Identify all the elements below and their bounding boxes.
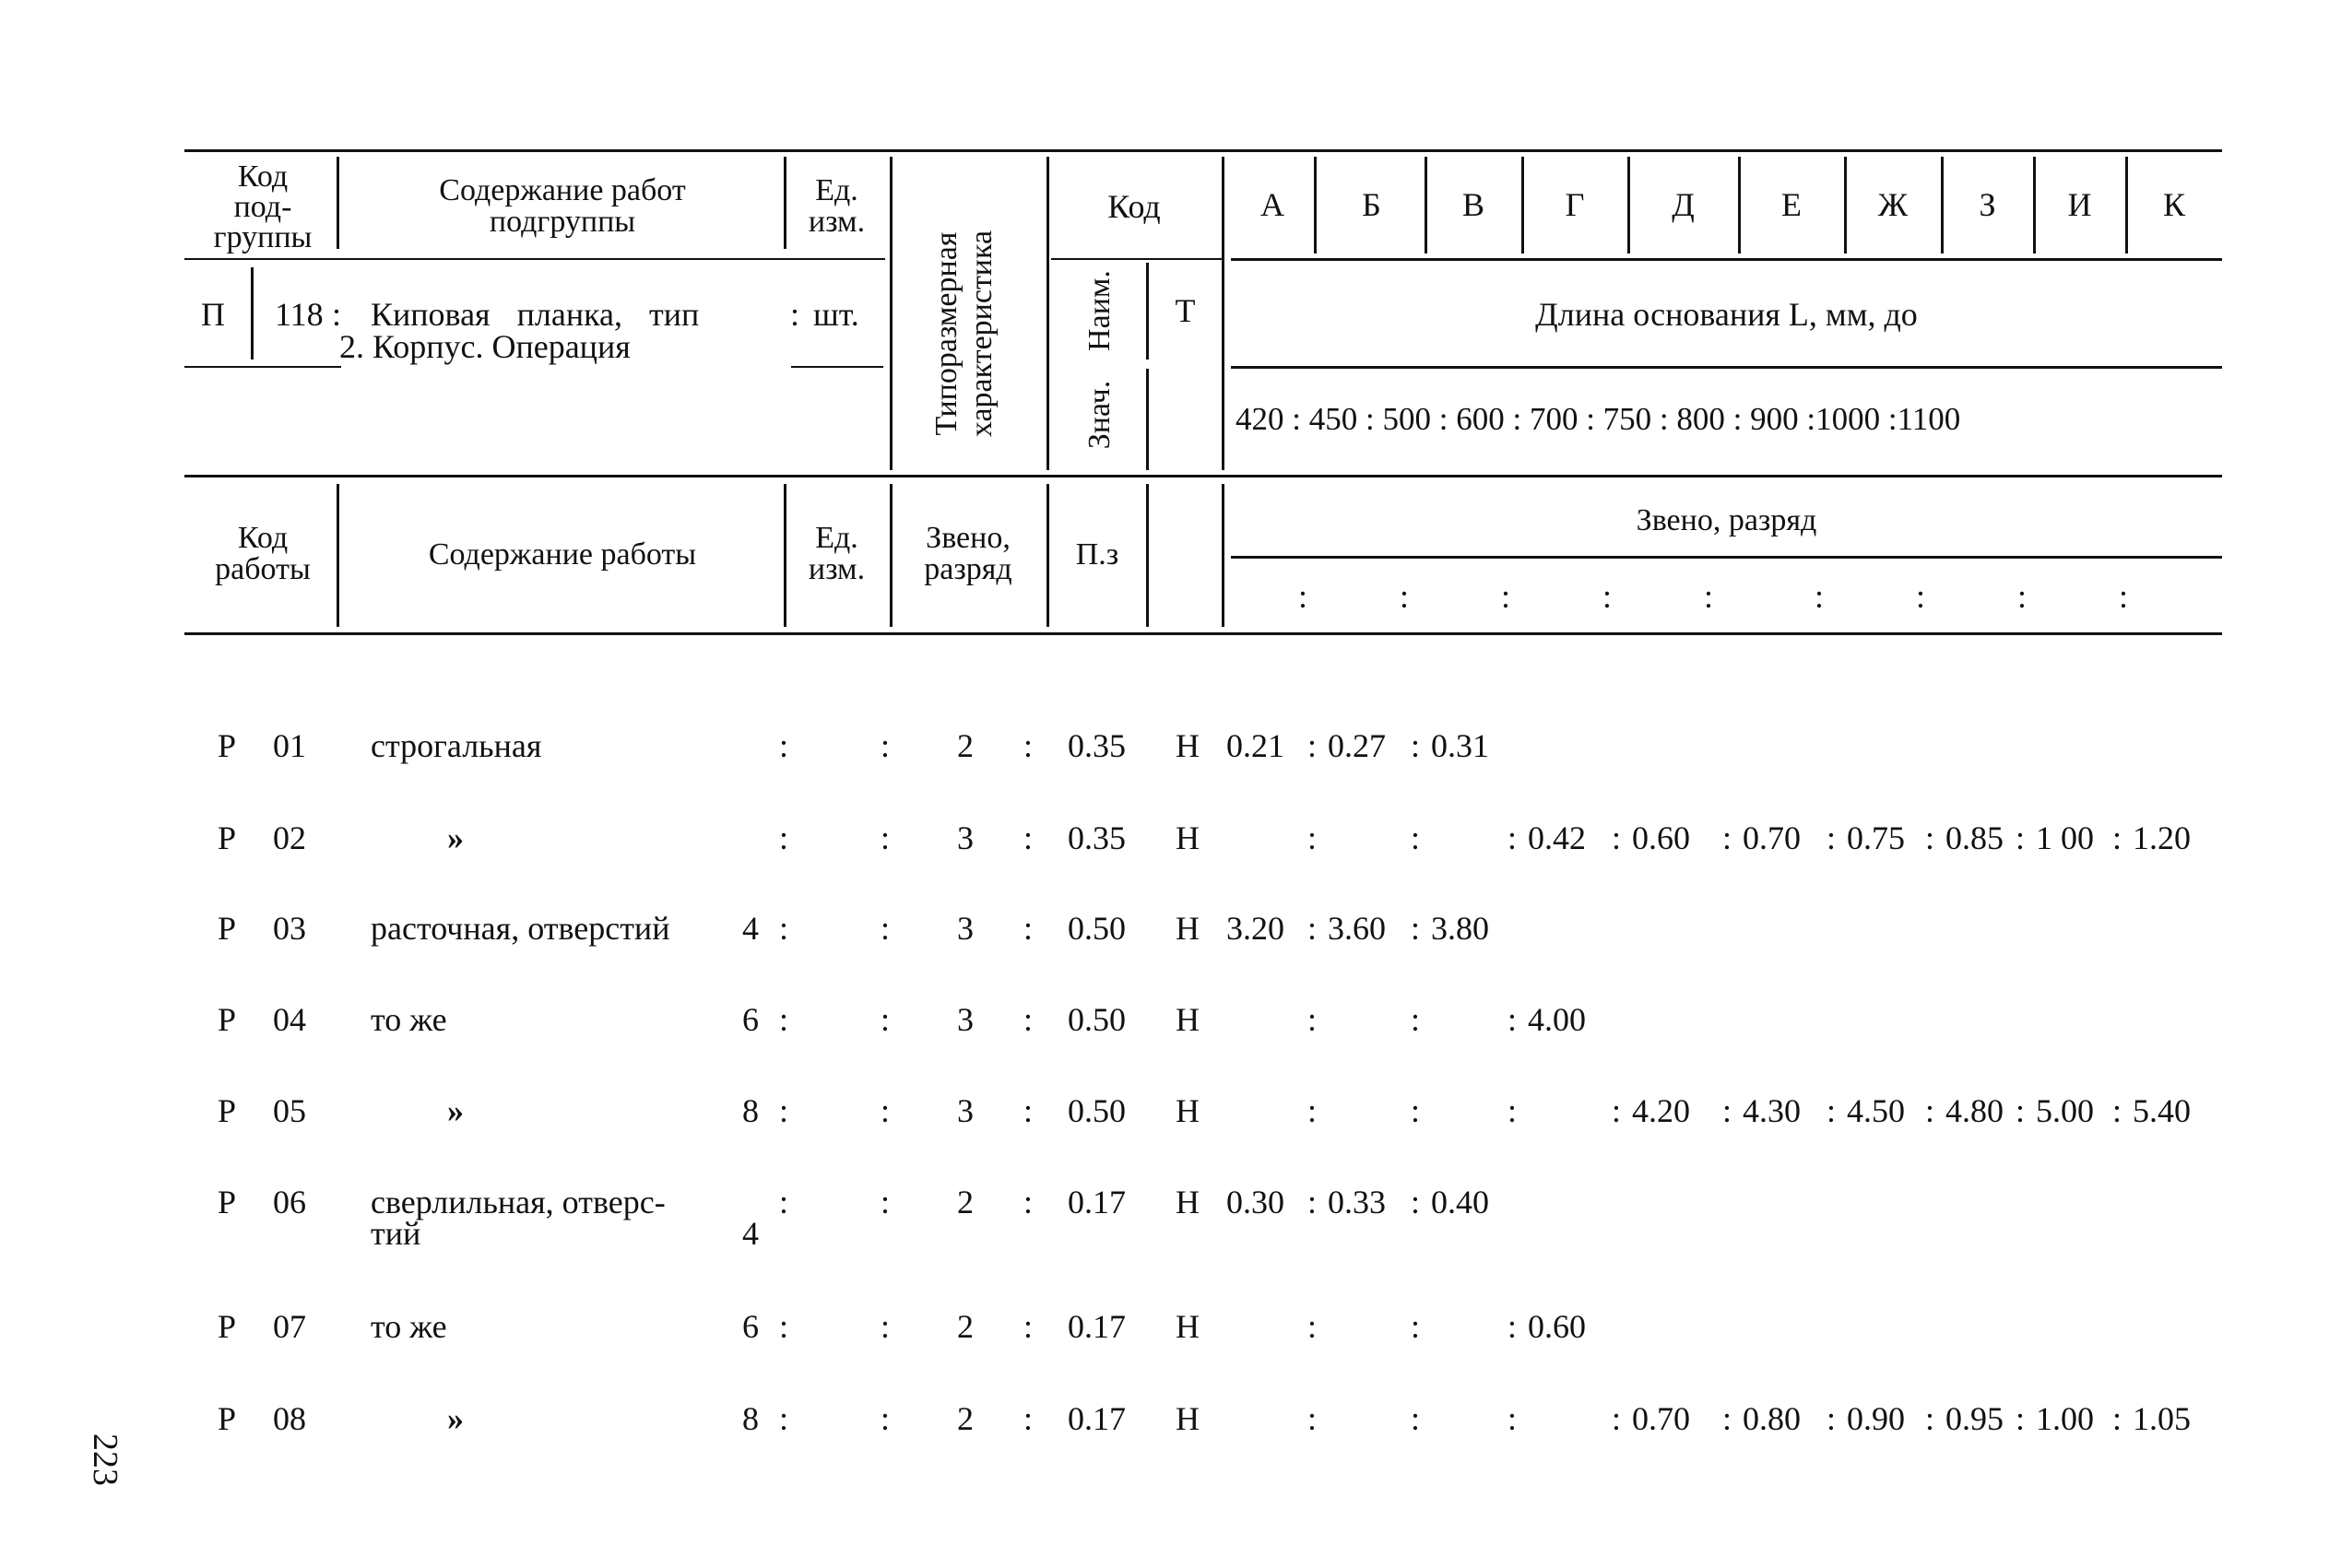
row-name: » bbox=[447, 819, 464, 856]
row-separator: : bbox=[2112, 1400, 2122, 1437]
row-separator: : bbox=[1307, 1184, 1318, 1220]
vline-2 bbox=[784, 157, 786, 249]
col-letter-e: Е bbox=[1781, 186, 1802, 223]
row-name: то же bbox=[371, 1001, 447, 1038]
row-separator: : bbox=[881, 1308, 891, 1345]
row-value: 4.50 bbox=[1847, 1092, 1905, 1129]
header-top-rule bbox=[184, 149, 2222, 152]
col-letter-a: А bbox=[1260, 186, 1284, 223]
row-pz: 0.35 bbox=[1068, 819, 1126, 856]
row-separator: : bbox=[881, 727, 891, 764]
row-t: Н bbox=[1176, 819, 1200, 856]
zveno-razryad-right-header: Звено, разряд bbox=[1636, 503, 1817, 537]
row-t: Н bbox=[1176, 910, 1200, 947]
row-zveno: 3 bbox=[957, 910, 974, 947]
row-separator: : bbox=[1023, 819, 1034, 856]
subgroup-unit: шт. bbox=[813, 296, 859, 333]
row-separator: : bbox=[1411, 1184, 1421, 1220]
row-t: Н bbox=[1176, 727, 1200, 764]
row-separator: : bbox=[1722, 1092, 1732, 1129]
row-separator: : bbox=[1612, 1092, 1622, 1129]
row-separator: : bbox=[1612, 1400, 1622, 1437]
header-bottom-rule bbox=[184, 632, 2222, 635]
soderzhanie-raboty-header: Содержание работы bbox=[428, 537, 697, 572]
subgroup-p: П bbox=[201, 296, 225, 333]
row-value: 1.00 bbox=[2036, 1400, 2094, 1437]
row-code: 02 bbox=[273, 819, 306, 856]
vline-5b bbox=[1146, 369, 1149, 470]
param-value: 800 bbox=[1676, 401, 1725, 437]
row-prefix: Р bbox=[218, 1400, 237, 1437]
row-prefix: Р bbox=[218, 1092, 237, 1129]
vline-l4 bbox=[1046, 484, 1049, 627]
row-code: 04 bbox=[273, 1001, 306, 1038]
row-value: 0.27 bbox=[1328, 727, 1386, 764]
row-value: 0.85 bbox=[1945, 819, 2004, 856]
col-letter-d: Д bbox=[1672, 186, 1695, 223]
col-letter-k: К bbox=[2162, 186, 2185, 223]
header-section-rule bbox=[184, 475, 2222, 477]
row-pz: 0.35 bbox=[1068, 727, 1126, 764]
row-separator: : bbox=[881, 910, 891, 947]
row-separator: : bbox=[1307, 1400, 1318, 1437]
row-value: 3.80 bbox=[1431, 910, 1489, 947]
row-code: 07 bbox=[273, 1308, 306, 1345]
row-name: расточная, отверстий bbox=[371, 910, 670, 947]
row-separator: : bbox=[779, 1001, 789, 1038]
row-value: 4.20 bbox=[1632, 1092, 1690, 1129]
row-code: 03 bbox=[273, 910, 306, 947]
page-number: 223 bbox=[86, 1433, 124, 1486]
row-code: 08 bbox=[273, 1400, 306, 1437]
param-value: 1100 bbox=[1897, 401, 1961, 437]
row-prefix: Р bbox=[218, 727, 237, 764]
row-value: 5.40 bbox=[2133, 1092, 2191, 1129]
row-pz: 0.17 bbox=[1068, 1400, 1126, 1437]
vline-l3 bbox=[890, 484, 893, 627]
row-separator: : bbox=[1925, 1400, 1935, 1437]
row-separator: : bbox=[1925, 1092, 1935, 1129]
row-separator: : bbox=[1507, 1092, 1518, 1129]
row-pz: 0.50 bbox=[1068, 1001, 1126, 1038]
row-separator: : bbox=[779, 819, 789, 856]
row-separator: : bbox=[2016, 819, 2026, 856]
row-separator: : bbox=[1307, 1308, 1318, 1345]
subgroup-code: 118 bbox=[275, 296, 324, 333]
subgroup-colon: : bbox=[332, 296, 342, 333]
row-separator: : bbox=[1307, 1092, 1318, 1129]
row-separator: : bbox=[1307, 1001, 1318, 1038]
vline-l6 bbox=[1222, 484, 1224, 627]
row-zveno: 2 bbox=[957, 1308, 974, 1345]
vline-3 bbox=[890, 157, 893, 470]
row-num: 8 bbox=[742, 1400, 759, 1437]
t-header: Т bbox=[1175, 292, 1196, 329]
row-value: 1.20 bbox=[2133, 819, 2191, 856]
row-name-cont: тий bbox=[371, 1215, 421, 1252]
param-value: 600 bbox=[1456, 401, 1505, 437]
header-rule-right-2 bbox=[1231, 366, 2222, 369]
row-separator: : bbox=[1722, 1400, 1732, 1437]
row-separator: : bbox=[1827, 819, 1837, 856]
header-mid-rule-left bbox=[184, 258, 885, 260]
row-t: Н bbox=[1176, 1001, 1200, 1038]
col-sep-a bbox=[1314, 157, 1317, 253]
row-separator: : bbox=[1411, 727, 1421, 764]
row-value: 0.90 bbox=[1847, 1400, 1905, 1437]
row-num: 4 bbox=[742, 910, 759, 947]
row-separator: : bbox=[1507, 1308, 1518, 1345]
zveno-razryad-header: Звено, разряд bbox=[924, 521, 1012, 586]
row-separator: : bbox=[2112, 1092, 2122, 1129]
row-value: 0.70 bbox=[1632, 1400, 1690, 1437]
row-zveno: 3 bbox=[957, 1001, 974, 1038]
row-separator: : bbox=[1307, 910, 1318, 947]
row-separator: : bbox=[2016, 1400, 2026, 1437]
row-t: Н bbox=[1176, 1400, 1200, 1437]
row-separator: : bbox=[1722, 819, 1732, 856]
row-zveno: 2 bbox=[957, 727, 974, 764]
row-value: 0.80 bbox=[1743, 1400, 1801, 1437]
vline-l2 bbox=[784, 484, 786, 627]
row-value: 1 00 bbox=[2036, 819, 2094, 856]
row-separator: : bbox=[1411, 910, 1421, 947]
row-pz: 0.50 bbox=[1068, 910, 1126, 947]
row-name: » bbox=[447, 1092, 464, 1129]
row-prefix: Р bbox=[218, 819, 237, 856]
header-rule-right-1 bbox=[1231, 258, 2222, 261]
row-value: 0.21 bbox=[1226, 727, 1284, 764]
row-separator: : bbox=[1507, 1001, 1518, 1038]
vline-4 bbox=[1046, 157, 1049, 470]
vline-l1 bbox=[337, 484, 339, 627]
row-pz: 0.50 bbox=[1068, 1092, 1126, 1129]
row-separator: : bbox=[881, 1184, 891, 1220]
subgroup-title-2: 2. Корпус. Операция bbox=[339, 328, 631, 365]
row-separator: : bbox=[1411, 1092, 1421, 1129]
row-separator: : bbox=[1411, 1400, 1421, 1437]
row-zveno: 2 bbox=[957, 1184, 974, 1220]
param-value: 450 bbox=[1308, 401, 1358, 437]
row-separator: : bbox=[779, 1308, 789, 1345]
row-name: сверлильная, отверс- bbox=[371, 1184, 666, 1220]
vline-l5 bbox=[1146, 484, 1149, 627]
row-value: 0.40 bbox=[1431, 1184, 1489, 1220]
naim-header: Наим. bbox=[1082, 270, 1117, 351]
row-num: 6 bbox=[742, 1308, 759, 1345]
row-value: 0.75 bbox=[1847, 819, 1905, 856]
row-separator: : bbox=[881, 819, 891, 856]
row-value: 0.42 bbox=[1528, 819, 1586, 856]
zveno-razryad-rule bbox=[1231, 556, 2222, 559]
znach-header: Знач. bbox=[1082, 380, 1117, 450]
row-name: то же bbox=[371, 1308, 447, 1345]
col-letter-z: З bbox=[1979, 186, 1996, 223]
row-separator: : bbox=[1023, 1184, 1034, 1220]
row-value: 0.31 bbox=[1431, 727, 1489, 764]
row-separator: : bbox=[1023, 1400, 1034, 1437]
row-prefix: Р bbox=[218, 910, 237, 947]
row-zveno: 3 bbox=[957, 1092, 974, 1129]
param-value: 500 bbox=[1382, 401, 1431, 437]
row-separator: : bbox=[1507, 819, 1518, 856]
row-separator: : bbox=[2112, 819, 2122, 856]
row-separator: : bbox=[2016, 1092, 2026, 1129]
row-separator: : bbox=[1023, 1001, 1034, 1038]
row-name: » bbox=[447, 1400, 464, 1437]
col-letter-b: Б bbox=[1362, 186, 1381, 223]
row-t: Н bbox=[1176, 1092, 1200, 1129]
row-code: 05 bbox=[273, 1092, 306, 1129]
row-num: 4 bbox=[742, 1215, 759, 1252]
row-zveno: 3 bbox=[957, 819, 974, 856]
row-prefix: Р bbox=[218, 1001, 237, 1038]
row-value: 0.30 bbox=[1226, 1184, 1284, 1220]
kod-raboty-header: Код работы bbox=[215, 521, 311, 586]
row-zveno: 2 bbox=[957, 1400, 974, 1437]
row-value: 3.20 bbox=[1226, 910, 1284, 947]
row-pz: 0.17 bbox=[1068, 1184, 1126, 1220]
row-separator: : bbox=[779, 727, 789, 764]
row-separator: : bbox=[1307, 819, 1318, 856]
unit-underline bbox=[791, 366, 883, 368]
row-separator: : bbox=[779, 1184, 789, 1220]
row-separator: : bbox=[779, 1092, 789, 1129]
col-letter-v: В bbox=[1461, 186, 1484, 223]
row-separator: : bbox=[881, 1400, 891, 1437]
row-separator: : bbox=[1411, 819, 1421, 856]
row-value: 5.00 bbox=[2036, 1092, 2094, 1129]
row-t: Н bbox=[1176, 1184, 1200, 1220]
row-separator: : bbox=[881, 1092, 891, 1129]
subgroup-title-1: Киповая планка, тип bbox=[371, 296, 700, 333]
param-value-row: 420 : 450 : 500 : 600 : 700 : 750 : 800 : 900 :1000 :1100 bbox=[1236, 401, 1961, 437]
row-value: 4.00 bbox=[1528, 1001, 1586, 1038]
row-value: 4.30 bbox=[1743, 1092, 1801, 1129]
row-t: Н bbox=[1176, 1308, 1200, 1345]
row-pz: 0.17 bbox=[1068, 1308, 1126, 1345]
row-num: 6 bbox=[742, 1001, 759, 1038]
tiporazmernaya-header: Типоразмерная характеристика bbox=[929, 230, 999, 438]
row-separator: : bbox=[881, 1001, 891, 1038]
col-letter-g: Г bbox=[1565, 186, 1585, 223]
row-value: 0.33 bbox=[1328, 1184, 1386, 1220]
row-separator: : bbox=[1612, 819, 1622, 856]
param-caption: Длина основания L, мм, до bbox=[1535, 296, 1918, 333]
subgroup-unit-colon: : bbox=[790, 296, 800, 333]
row-separator: : bbox=[1307, 727, 1318, 764]
row-prefix: Р bbox=[218, 1184, 237, 1220]
soderzhanie-podgruppy-header: Содержание работ подгруппы bbox=[439, 173, 686, 239]
ed-izm-lower-header: Ед. изм. bbox=[808, 521, 866, 586]
row-separator: : bbox=[1023, 1092, 1034, 1129]
row-separator: : bbox=[1411, 1001, 1421, 1038]
row-value: 0.60 bbox=[1528, 1308, 1586, 1345]
kod-podgruppy-header: Код под- группы bbox=[213, 159, 313, 254]
param-value: 700 bbox=[1529, 401, 1578, 437]
col-letter-i: И bbox=[2067, 186, 2092, 223]
row-value: 1.05 bbox=[2133, 1400, 2191, 1437]
row-separator: : bbox=[1023, 727, 1034, 764]
row-value: 0.70 bbox=[1743, 819, 1801, 856]
param-value: 420 bbox=[1236, 401, 1284, 437]
row-value: 3.60 bbox=[1328, 910, 1386, 947]
col-letter-zh: Ж bbox=[1877, 186, 1909, 223]
row-separator: : bbox=[1023, 910, 1034, 947]
row-separator: : bbox=[1023, 1308, 1034, 1345]
row-value: 4.80 bbox=[1945, 1092, 2004, 1129]
row-separator: : bbox=[779, 910, 789, 947]
row-name: строгальная bbox=[371, 727, 542, 764]
ed-izm-header: Ед. изм. bbox=[808, 173, 866, 239]
row-separator: : bbox=[1827, 1092, 1837, 1129]
row-separator: : bbox=[1507, 1400, 1518, 1437]
row-separator: : bbox=[1411, 1308, 1421, 1345]
kod-under-rule bbox=[1051, 258, 1222, 260]
row-code: 01 bbox=[273, 727, 306, 764]
row-prefix: Р bbox=[218, 1308, 237, 1345]
kod-header: Код bbox=[1107, 188, 1161, 225]
row-separator: : bbox=[1827, 1400, 1837, 1437]
param-value: 750 bbox=[1602, 401, 1652, 437]
row-value: 0.60 bbox=[1632, 819, 1690, 856]
vline-6 bbox=[1222, 157, 1224, 470]
row-separator: : bbox=[1925, 819, 1935, 856]
vline-5 bbox=[1146, 263, 1149, 360]
vline-1 bbox=[337, 157, 339, 249]
param-value: 1000 bbox=[1815, 401, 1881, 437]
row-value: 0.95 bbox=[1945, 1400, 2004, 1437]
param-value: 900 bbox=[1750, 401, 1799, 437]
row-num: 8 bbox=[742, 1092, 759, 1129]
row-code: 06 bbox=[273, 1184, 306, 1220]
row-separator: : bbox=[779, 1400, 789, 1437]
vline-p bbox=[251, 267, 254, 360]
subgroup-underline bbox=[184, 366, 341, 368]
pz-header: П.з bbox=[1075, 537, 1119, 572]
